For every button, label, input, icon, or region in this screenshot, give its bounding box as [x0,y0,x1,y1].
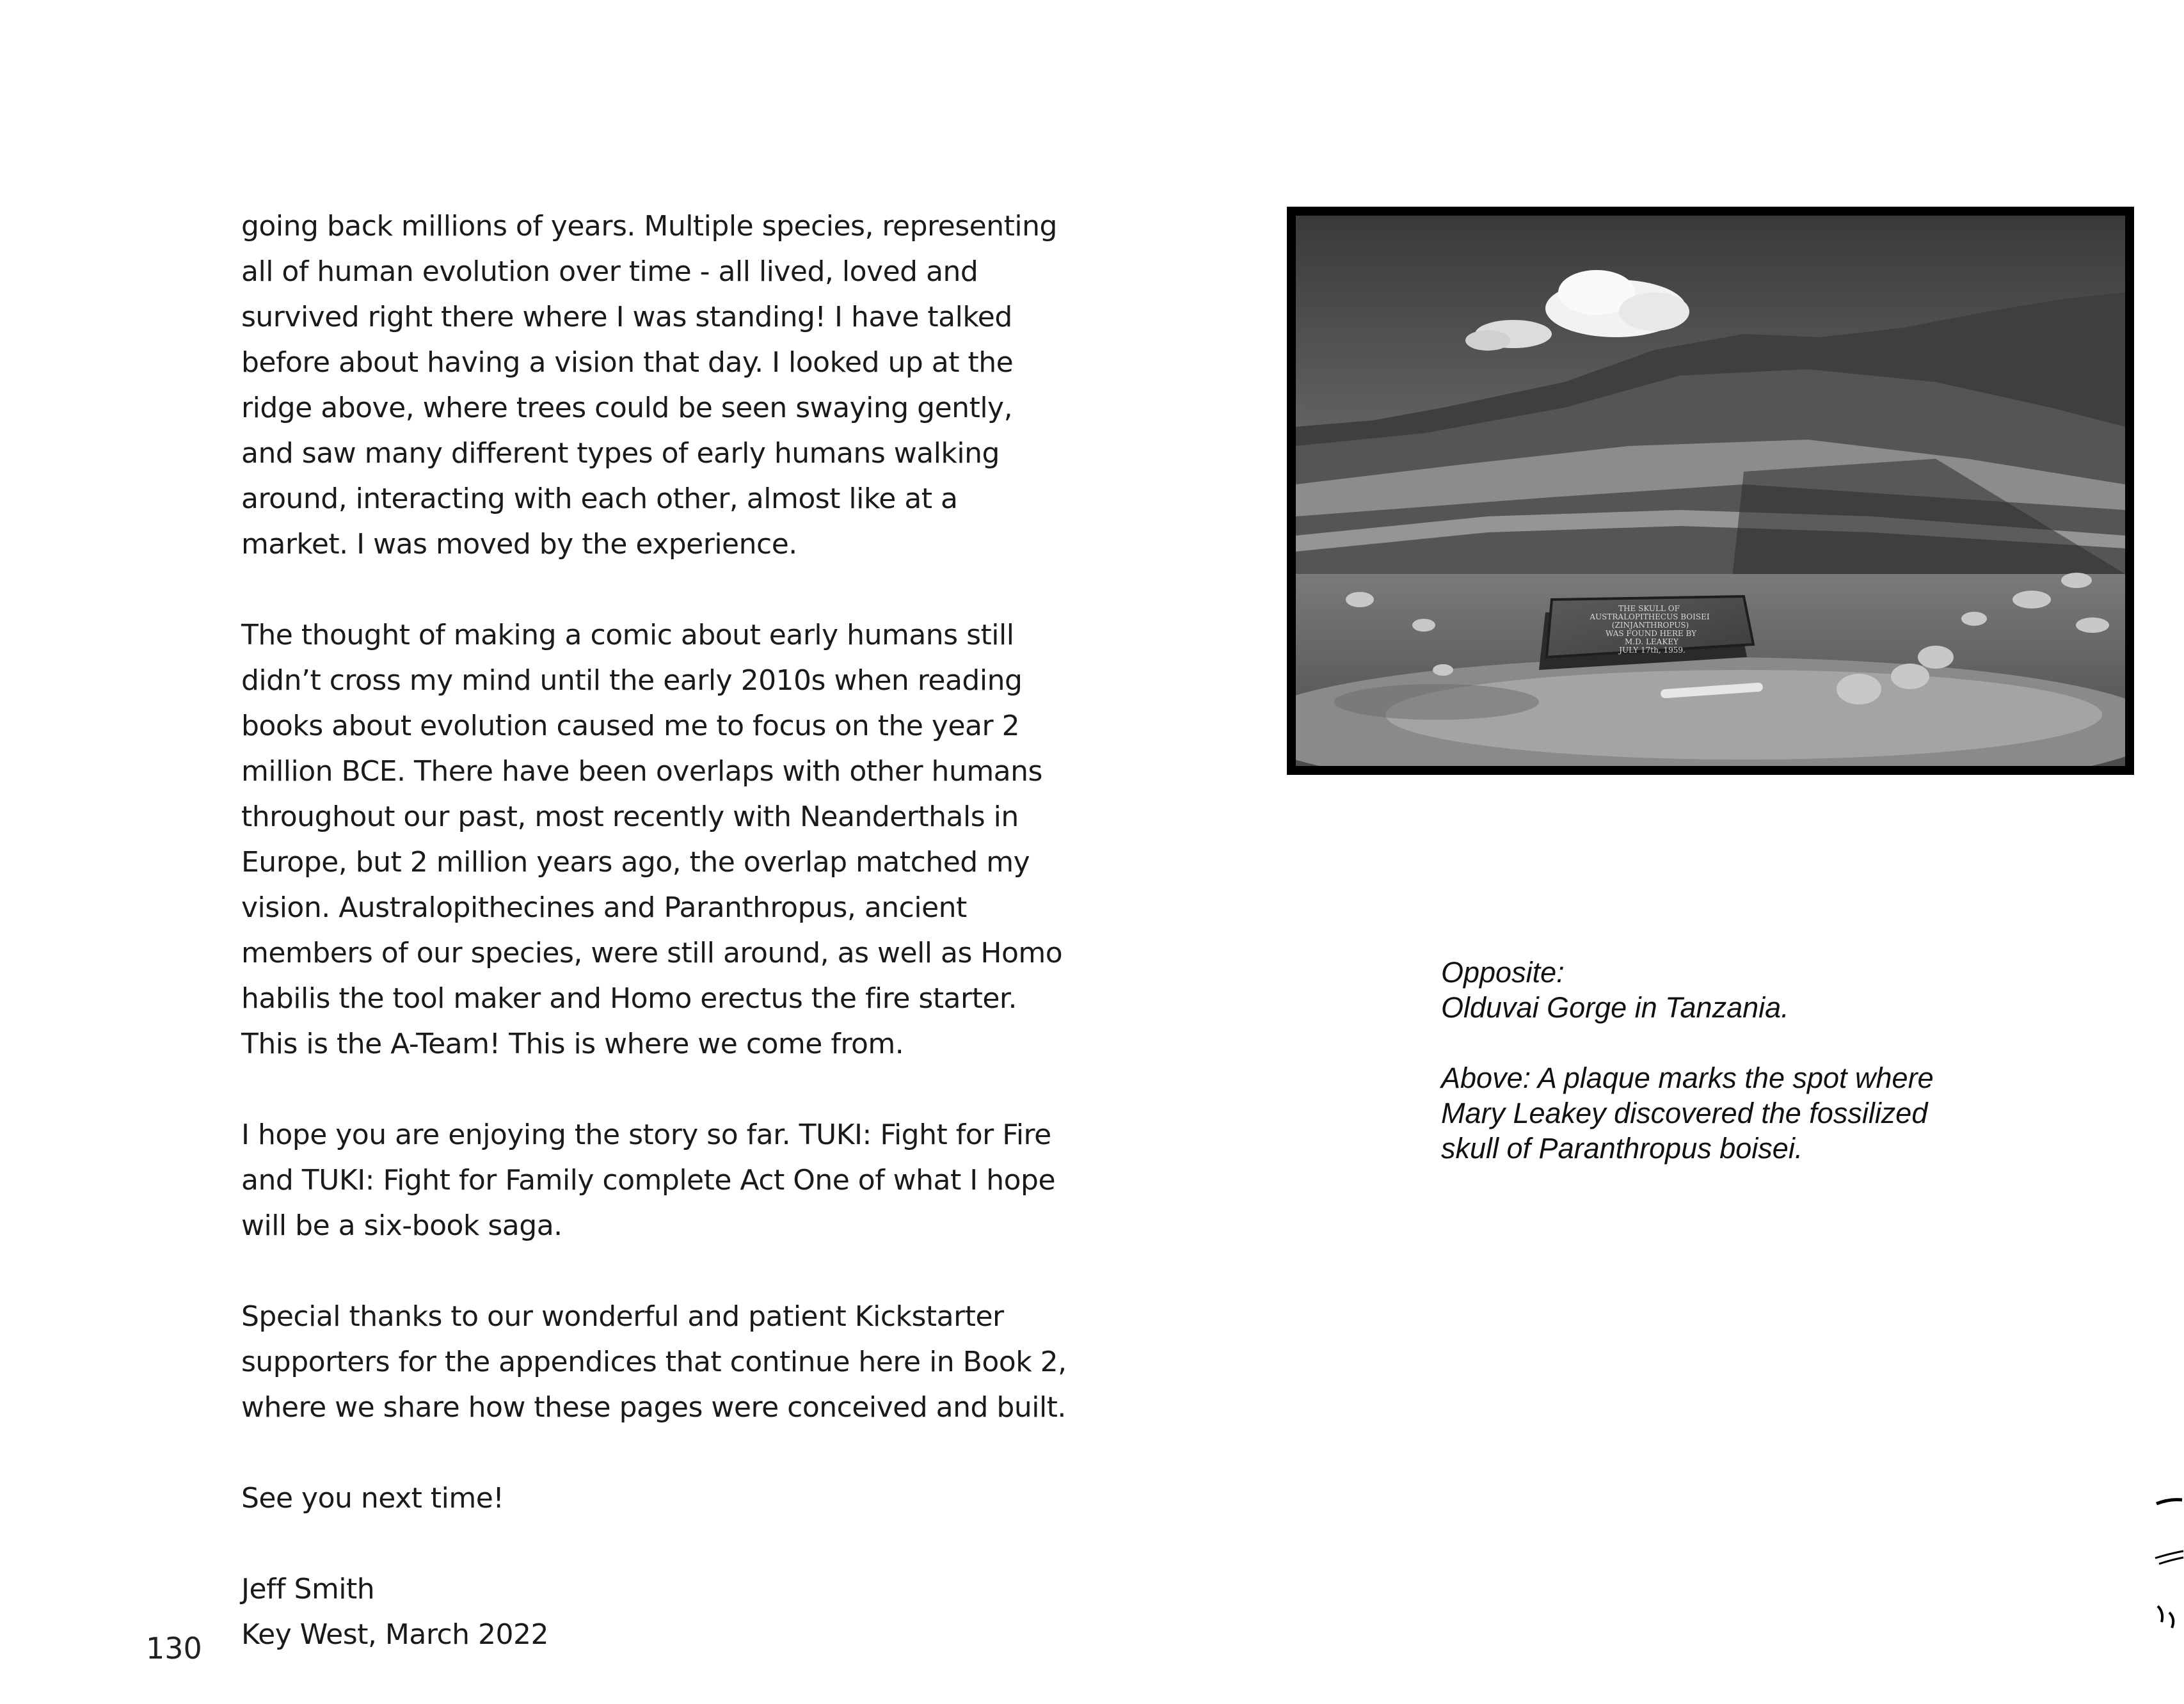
svg-text:M.D. LEAKEY: M.D. LEAKEY [1625,637,1678,646]
photo-caption [1441,955,2017,1166]
caption-line-4: Mary Leakey discovered the fossilized [1441,1097,1928,1129]
svg-text:WAS FOUND HERE BY: WAS FOUND HERE BY [1605,629,1697,638]
paragraph-4: Special thanks to our wonderful and patient Kickstarter supporters for the appendices that continue here in Book 2, where we share how these pages were conceived and built. [241,1300,1067,1424]
olduvai-plaque-photo [1287,207,2134,775]
paragraph-5: See you next time! [241,1482,504,1515]
signature-place: Key West, March 2022 [241,1618,548,1651]
caption-line-5: skull of Paranthropus boisei. [1441,1132,1803,1165]
page-number: 130 [146,1631,202,1666]
svg-text:(ZINJANTHROPUS): (ZINJANTHROPUS) [1611,621,1689,630]
paragraph-2: The thought of making a comic about early humans still didn’t cross my mind until the early 2010s when reading books about evolution caused me to focus on the year 2 million BCE. There have been overlaps with other humans throughout our past, most recently with Neanderthals in Europe, but 2 million years ago, the overlap matched my vision. Australopithecines and Paranthropus, ancient members of our species, were still around, as well as Homo habilis the tool maker and Homo erectus the fire starter. This is the A-Team! This is where we come from. [241,619,1063,1060]
svg-text:THE SKULL OF: THE SKULL OF [1618,604,1680,613]
caption-line-2: Olduvai Gorge in Tanzania. [1441,991,1789,1024]
svg-text:AUSTRALOPITHECUS BOISEI: AUSTRALOPITHECUS BOISEI [1590,612,1710,621]
photo-illustration [1296,216,2125,766]
caption-line-3: Above: A plaque marks the spot where [1441,1062,1934,1094]
edge-ink-marks [2150,1485,2184,1651]
caption-line-1: Opposite: [1441,956,1565,989]
essay-text [241,203,1067,1657]
paragraph-1: going back millions of years. Multiple species, representing all of human evolution over time - all lived, loved and survived right there where I was standing! I have talked before about having a vision that day. I looked up at the ridge above, where trees could be seen swaying gently, and saw many different types of early humans walking around, interacting with each other, almost like at a market. I was moved by the experience. [241,210,1057,561]
signature-name: Jeff Smith [241,1573,375,1605]
paragraph-3: I hope you are enjoying the story so far. TUKI: Fight for Fire and TUKI: Fight for Family complete Act One of what I hope will be a six-book saga. [241,1119,1056,1242]
svg-text:JULY 17th, 1959.: JULY 17th, 1959. [1619,646,1686,655]
